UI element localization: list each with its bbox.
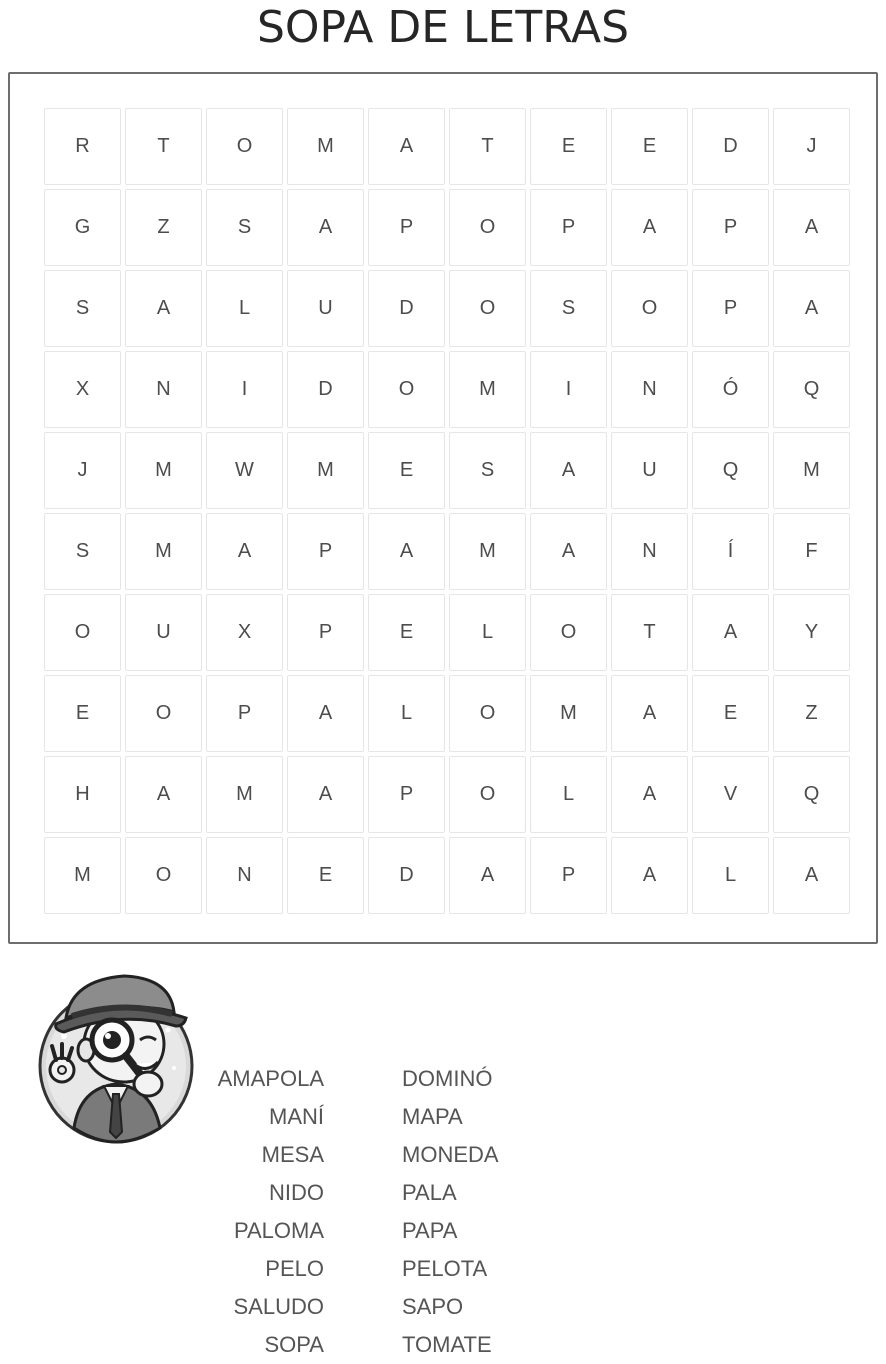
grid-cell[interactable]: A [206, 513, 283, 590]
grid-cell[interactable]: H [44, 756, 121, 833]
grid-cell[interactable]: Í [692, 513, 769, 590]
grid-cell[interactable]: D [692, 108, 769, 185]
grid-cell[interactable]: E [692, 675, 769, 752]
grid-cell[interactable]: P [692, 189, 769, 266]
grid-cell[interactable]: P [692, 270, 769, 347]
grid-cell[interactable]: P [368, 189, 445, 266]
grid-cell[interactable]: A [773, 837, 850, 914]
grid-cell[interactable]: E [368, 594, 445, 671]
grid-cell[interactable]: Q [692, 432, 769, 509]
word-list-item: NIDO [269, 1180, 324, 1205]
grid-cell[interactable]: N [611, 513, 688, 590]
grid-cell[interactable]: A [449, 837, 526, 914]
grid-cell[interactable]: A [287, 189, 364, 266]
grid-cell[interactable]: O [449, 270, 526, 347]
grid-cell[interactable]: U [611, 432, 688, 509]
grid-cell[interactable]: M [206, 756, 283, 833]
puzzle-frame [8, 72, 878, 944]
grid-cell[interactable]: U [287, 270, 364, 347]
grid-cell[interactable]: M [287, 108, 364, 185]
word-list-item: MONEDA [402, 1142, 499, 1167]
grid-cell[interactable]: L [206, 270, 283, 347]
grid-cell[interactable]: W [206, 432, 283, 509]
grid-cell[interactable]: Q [773, 351, 850, 428]
grid-cell[interactable]: G [44, 189, 121, 266]
word-list-item: AMAPOLA [217, 1066, 324, 1091]
grid-cell[interactable]: O [449, 675, 526, 752]
grid-cell[interactable]: O [44, 594, 121, 671]
word-list-item: PALOMA [233, 1218, 324, 1243]
grid-cell[interactable]: E [287, 837, 364, 914]
grid-cell[interactable]: A [611, 189, 688, 266]
grid-cell[interactable]: A [611, 675, 688, 752]
grid-cell[interactable]: J [773, 108, 850, 185]
grid-cell[interactable]: A [692, 594, 769, 671]
grid-cell[interactable]: F [773, 513, 850, 590]
word-list-item: PAPA [402, 1218, 458, 1243]
grid-cell[interactable]: P [530, 837, 607, 914]
grid-cell[interactable]: D [368, 837, 445, 914]
grid-cell[interactable]: E [44, 675, 121, 752]
grid-cell[interactable]: P [206, 675, 283, 752]
grid-cell[interactable]: X [206, 594, 283, 671]
grid-cell[interactable]: A [368, 108, 445, 185]
grid-cell[interactable]: A [773, 189, 850, 266]
word-list-item: MANÍ [269, 1104, 324, 1129]
grid-cell[interactable]: S [44, 513, 121, 590]
detective-magnifier-icon [36, 960, 196, 1145]
grid-cell[interactable]: O [125, 837, 202, 914]
letter-grid [44, 108, 850, 914]
word-list-item: MESA [261, 1142, 324, 1167]
grid-cell[interactable]: M [44, 837, 121, 914]
grid-cell[interactable]: P [530, 189, 607, 266]
word-list-item: TOMATE [402, 1332, 492, 1357]
grid-cell[interactable]: O [125, 675, 202, 752]
grid-cell[interactable]: D [368, 270, 445, 347]
grid-cell[interactable]: M [449, 513, 526, 590]
grid-cell[interactable]: I [530, 351, 607, 428]
grid-cell[interactable]: A [287, 756, 364, 833]
word-list-item: PELO [265, 1256, 324, 1281]
grid-cell[interactable]: M [125, 513, 202, 590]
grid-cell[interactable]: A [611, 837, 688, 914]
grid-cell[interactable]: A [530, 513, 607, 590]
grid-cell[interactable]: V [692, 756, 769, 833]
grid-cell[interactable]: E [530, 108, 607, 185]
grid-cell[interactable]: A [773, 270, 850, 347]
grid-cell[interactable]: Z [773, 675, 850, 752]
grid-cell[interactable]: A [530, 432, 607, 509]
grid-cell[interactable]: L [449, 594, 526, 671]
grid-cell[interactable]: J [44, 432, 121, 509]
grid-cell[interactable]: N [611, 351, 688, 428]
grid-cell[interactable]: A [125, 270, 202, 347]
grid-cell[interactable]: A [368, 513, 445, 590]
grid-cell[interactable]: M [125, 432, 202, 509]
grid-cell[interactable]: A [125, 756, 202, 833]
grid-cell[interactable]: Y [773, 594, 850, 671]
grid-cell[interactable]: O [530, 594, 607, 671]
grid-cell[interactable]: S [44, 270, 121, 347]
grid-cell[interactable]: Z [125, 189, 202, 266]
grid-cell[interactable]: U [125, 594, 202, 671]
grid-cell[interactable]: M [530, 675, 607, 752]
grid-cell[interactable]: P [368, 756, 445, 833]
word-list-item: DOMINÓ [402, 1066, 493, 1091]
grid-cell[interactable]: M [449, 351, 526, 428]
word-list-item: PELOTA [402, 1256, 488, 1281]
word-list-left [190, 1060, 324, 1364]
grid-cell[interactable]: D [287, 351, 364, 428]
grid-cell[interactable]: E [611, 108, 688, 185]
word-list-item: MAPA [402, 1104, 463, 1129]
grid-cell[interactable]: L [368, 675, 445, 752]
word-list-item: SALUDO [233, 1294, 324, 1319]
grid-cell[interactable]: S [206, 189, 283, 266]
word-list-item: PALA [402, 1180, 457, 1205]
grid-cell[interactable]: S [449, 432, 526, 509]
grid-cell[interactable]: A [611, 756, 688, 833]
grid-cell[interactable]: R [44, 108, 121, 185]
grid-cell[interactable]: M [773, 432, 850, 509]
grid-cell[interactable]: I [206, 351, 283, 428]
grid-cell[interactable]: M [287, 432, 364, 509]
grid-cell[interactable]: P [287, 594, 364, 671]
word-list-item: SOPA [264, 1332, 324, 1357]
grid-cell[interactable]: O [368, 351, 445, 428]
grid-cell[interactable]: P [287, 513, 364, 590]
grid-cell[interactable]: T [125, 108, 202, 185]
grid-cell[interactable]: Ó [692, 351, 769, 428]
page-title: SOPA DE LETRAS [256, 2, 630, 53]
grid-cell[interactable]: Q [773, 756, 850, 833]
grid-cell[interactable]: O [206, 108, 283, 185]
word-list-right [402, 1060, 602, 1364]
grid-cell[interactable]: X [44, 351, 121, 428]
word-list-item: SAPO [402, 1294, 464, 1319]
grid-cell[interactable]: E [368, 432, 445, 509]
grid-cell[interactable]: O [611, 270, 688, 347]
grid-cell[interactable]: N [125, 351, 202, 428]
grid-cell[interactable]: S [530, 270, 607, 347]
grid-cell[interactable]: N [206, 837, 283, 914]
grid-cell[interactable]: O [449, 189, 526, 266]
grid-cell[interactable]: T [449, 108, 526, 185]
grid-cell[interactable]: A [287, 675, 364, 752]
grid-cell[interactable]: L [530, 756, 607, 833]
grid-cell[interactable]: O [449, 756, 526, 833]
grid-cell[interactable]: L [692, 837, 769, 914]
grid-cell[interactable]: T [611, 594, 688, 671]
